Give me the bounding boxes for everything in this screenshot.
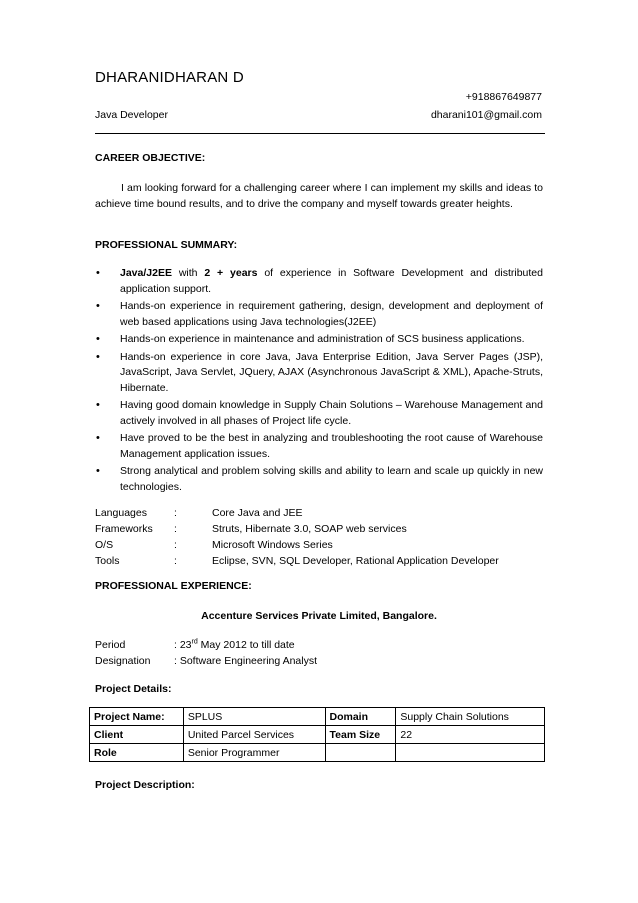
period-value: : 23rd May 2012 to till date [174,638,295,651]
project-description-heading: Project Description: [95,779,195,791]
skill-value: Eclipse, SVN, SQL Developer, Rational Application Developer [212,555,499,567]
skill-sep: : [174,523,177,535]
summary-item: • Hands-on experience in core Java, Java Enterprise Edition, Java Server Pages (JSP), JavaScript, Java Servlet, JQuery, AJAX (Asynchronous JavaScript & XML), Apache-Struts, Hibernate. [95,350,543,397]
table-row [90,708,545,726]
table-cell: Supply Chain Solutions [396,708,545,726]
summary-item: • Strong analytical and problem solving skills and ability to learn and scale up quickly in new technologies. [95,464,543,495]
professional-experience-heading: PROFESSIONAL EXPERIENCE: [95,580,252,592]
career-objective-body: I am looking forward for a challenging career where I can implement my skills and ideas to achieve time bound results, and to drive the company and myself towards greater heights. [95,182,543,210]
summary-rest: of experience in Software Development and distributed application support. [120,267,543,295]
project-details-heading: Project Details: [95,683,172,695]
table-cell: Project Name: [90,708,184,726]
email-address: dharani101@gmail.com [430,109,542,121]
designation-label: Designation [95,655,151,667]
table-row [90,744,545,762]
skill-key: Tools [95,555,120,567]
skill-key: Languages [95,507,147,519]
summary-connector: with [171,267,205,279]
candidate-name: DHARANIDHARAN D [95,69,244,86]
company-name: Accenture Services Private Limited, Bangalore. [201,610,437,622]
professional-summary-heading: PROFESSIONAL SUMMARY: [95,239,238,251]
skill-key: O/S [95,539,114,551]
career-objective-heading: CAREER OBJECTIVE: [95,152,206,164]
table-cell [396,744,545,762]
summary-item: • Have proved to be the best in analyzing and troubleshooting the root cause of Warehouse Management application issues. [95,431,543,462]
table-cell: Senior Programmer [183,744,325,762]
job-title: Java Developer [95,109,168,121]
table-row [90,726,545,744]
table-cell [325,744,396,762]
summary-item [95,266,543,297]
summary-list [95,266,543,495]
summary-item: • Having good domain knowledge in Supply Chain Solutions – Warehouse Management and actively involved in all phases of Project life cycle. [95,398,543,429]
table-cell: SPLUS [183,708,325,726]
career-objective-text [95,180,543,212]
skill-sep: : [174,555,177,567]
skill-value: Core Java and JEE [212,507,303,519]
table-cell: United Parcel Services [183,726,325,744]
table-cell: 22 [396,726,545,744]
skill-sep: : [174,539,177,551]
project-details-table [89,707,545,762]
table-cell: Client [90,726,184,744]
skill-sep: : [174,507,177,519]
skill-value: Microsoft Windows Series [212,539,333,551]
table-cell: Team Size [325,726,396,744]
skill-value: Struts, Hibernate 3.0, SOAP web services [212,523,407,535]
header-divider [95,133,545,134]
table-cell: Domain [325,708,396,726]
phone-number: +918867649877 [465,91,542,103]
summary-years: 2 + years [204,267,258,279]
summary-item: • Hands-on experience in maintenance and administration of SCS business applications. [95,332,543,348]
table-cell: Role [90,744,184,762]
skill-key: Frameworks [95,523,153,535]
period-label: Period [95,639,126,651]
summary-item: • Hands-on experience in requirement gathering, design, development and deployment of web based applications using Java technologies(J2EE) [95,299,543,330]
summary-tech: Java/J2EE [120,267,172,279]
designation-value: : Software Engineering Analyst [174,655,318,667]
